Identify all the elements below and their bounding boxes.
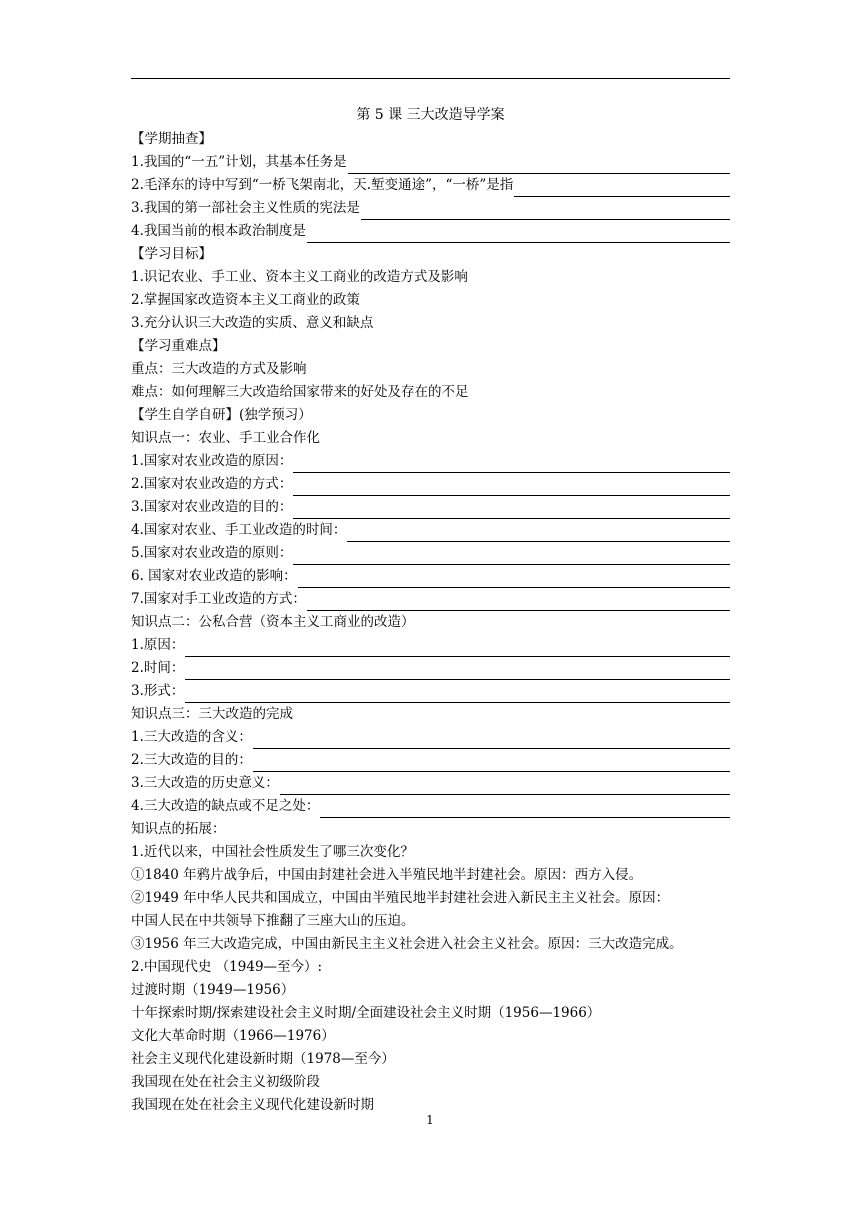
review-question-4 bbox=[131, 220, 730, 243]
review-question-2 bbox=[131, 174, 730, 197]
extension-line: 我国现在处在社会主义初级阶段 bbox=[131, 1074, 320, 1090]
answer-blank[interactable] bbox=[361, 202, 730, 220]
extension-line: 十年探索时期/探索建设社会主义时期/全面建设社会主义时期（1956—1966） bbox=[131, 1005, 601, 1021]
question-text: 1.国家对农业改造的原因： bbox=[131, 453, 293, 469]
kp1-question-5 bbox=[131, 542, 730, 565]
answer-blank[interactable] bbox=[293, 478, 730, 496]
extension-line: 文化大革命时期（1966—1976） bbox=[131, 1028, 335, 1044]
kp1-question-2 bbox=[131, 473, 730, 496]
extension-line: ①1840 年鸦片战争后，中国由封建社会进入半殖民地半封建社会。原因：西方入侵。 bbox=[131, 867, 643, 883]
kp3-question-2 bbox=[131, 749, 730, 772]
question-text: 1.原因： bbox=[131, 637, 185, 653]
question-text: 4.三大改造的缺点或不足之处： bbox=[131, 798, 320, 814]
review-question-1 bbox=[131, 151, 730, 174]
answer-blank[interactable] bbox=[280, 777, 730, 795]
answer-blank[interactable] bbox=[347, 524, 730, 542]
knowledge-point-3-heading: 知识点三：三大改造的完成 bbox=[131, 706, 293, 722]
extension-line: 1.近代以来，中国社会性质发生了哪三次变化？ bbox=[131, 844, 414, 860]
review-question-3 bbox=[131, 197, 730, 220]
answer-blank[interactable] bbox=[253, 731, 730, 749]
section-heading-review: 【学期抽查】 bbox=[131, 131, 212, 147]
question-text: 1.三大改造的含义： bbox=[131, 729, 252, 745]
section-heading-self-study: 【学生自学自研】(独学预习） bbox=[131, 407, 312, 423]
kp1-question-1 bbox=[131, 450, 730, 473]
question-text: 3.形式： bbox=[131, 683, 185, 699]
kp2-question-3 bbox=[131, 680, 730, 703]
extension-line: 我国现在处在社会主义现代化建设新时期 bbox=[131, 1097, 374, 1113]
answer-blank[interactable] bbox=[307, 593, 730, 611]
question-text: 3.三大改造的历史意义： bbox=[131, 775, 279, 791]
question-text: 2.毛泽东的诗中写到“一桥飞架南北，天.堑变通途”，“一桥”是指 bbox=[131, 177, 514, 193]
kp1-question-3 bbox=[131, 496, 730, 519]
page-title: 第 5 课 三大改造导学案 bbox=[356, 107, 505, 123]
kp2-question-1 bbox=[131, 634, 730, 657]
answer-blank[interactable] bbox=[185, 662, 730, 680]
question-text: 2.国家对农业改造的方式： bbox=[131, 476, 293, 492]
question-text: 2.时间： bbox=[131, 660, 185, 676]
question-text: 5.国家对农业改造的原则： bbox=[131, 545, 293, 561]
answer-blank[interactable] bbox=[293, 501, 730, 519]
answer-blank[interactable] bbox=[307, 225, 730, 243]
question-text: 3.我国的第一部社会主义性质的宪法是 bbox=[131, 200, 360, 216]
extension-line: 社会主义现代化建设新时期（1978—至今） bbox=[131, 1051, 395, 1067]
extension-line: ②1949 年中华人民共和国成立，中国由半殖民地半封建社会进入新民主主义社会。原因： bbox=[131, 890, 670, 906]
question-text: 7.国家对手工业改造的方式： bbox=[131, 591, 306, 607]
kp3-question-3 bbox=[131, 772, 730, 795]
question-text: 3.国家对农业改造的目的： bbox=[131, 499, 293, 515]
answer-blank[interactable] bbox=[253, 754, 730, 772]
worksheet-content bbox=[131, 104, 730, 1117]
kp3-question-4 bbox=[131, 795, 730, 818]
goal-item: 2.掌握国家改造资本主义工商业的政策 bbox=[131, 292, 360, 308]
key-point-item: 难点：如何理解三大改造给国家带来的好处及存在的不足 bbox=[131, 384, 469, 400]
extension-line: ③1956 年三大改造完成，中国由新民主主义社会进入社会主义社会。原因：三大改造完成。 bbox=[131, 936, 683, 952]
extension-heading: 知识点的拓展： bbox=[131, 821, 226, 837]
kp1-question-4 bbox=[131, 519, 730, 542]
question-text: 4.国家对农业、手工业改造的时间： bbox=[131, 522, 347, 538]
answer-blank[interactable] bbox=[293, 547, 730, 565]
extension-line: 中国人民在中共领导下推翻了三座大山的压迫。 bbox=[131, 913, 415, 929]
key-point-item: 重点：三大改造的方式及影响 bbox=[131, 361, 307, 377]
section-heading-key-points: 【学习重难点】 bbox=[131, 338, 226, 354]
section-heading-goals: 【学习目标】 bbox=[131, 246, 212, 262]
answer-blank[interactable] bbox=[514, 179, 730, 197]
answer-blank[interactable] bbox=[320, 800, 730, 818]
question-text: 2.三大改造的目的： bbox=[131, 752, 252, 768]
question-text: 4.我国当前的根本政治制度是 bbox=[131, 223, 306, 239]
answer-blank[interactable] bbox=[185, 639, 730, 657]
answer-blank[interactable] bbox=[185, 685, 730, 703]
knowledge-point-2-heading: 知识点二：公私合营（资本主义工商业的改造） bbox=[131, 614, 415, 630]
kp2-question-2 bbox=[131, 657, 730, 680]
kp3-question-1 bbox=[131, 726, 730, 749]
kp1-question-6 bbox=[131, 565, 730, 588]
answer-blank[interactable] bbox=[298, 570, 730, 588]
question-text: 6. 国家对农业改造的影响： bbox=[131, 568, 297, 584]
answer-blank[interactable] bbox=[348, 156, 730, 174]
extension-line: 过渡时期（1949—1956） bbox=[131, 982, 295, 998]
kp1-question-7 bbox=[131, 588, 730, 611]
question-text: 1.我国的“一五”计划，其基本任务是 bbox=[131, 154, 347, 170]
answer-blank[interactable] bbox=[293, 455, 730, 473]
header-rule bbox=[131, 78, 730, 79]
goal-item: 3.充分认识三大改造的实质、意义和缺点 bbox=[131, 315, 374, 331]
goal-item: 1.识记农业、手工业、资本主义工商业的改造方式及影响 bbox=[131, 269, 468, 285]
knowledge-point-1-heading: 知识点一：农业、手工业合作化 bbox=[131, 430, 320, 446]
extension-line: 2.中国现代史 （1949—至今）: bbox=[131, 959, 323, 975]
page-number: 1 bbox=[426, 1113, 434, 1127]
